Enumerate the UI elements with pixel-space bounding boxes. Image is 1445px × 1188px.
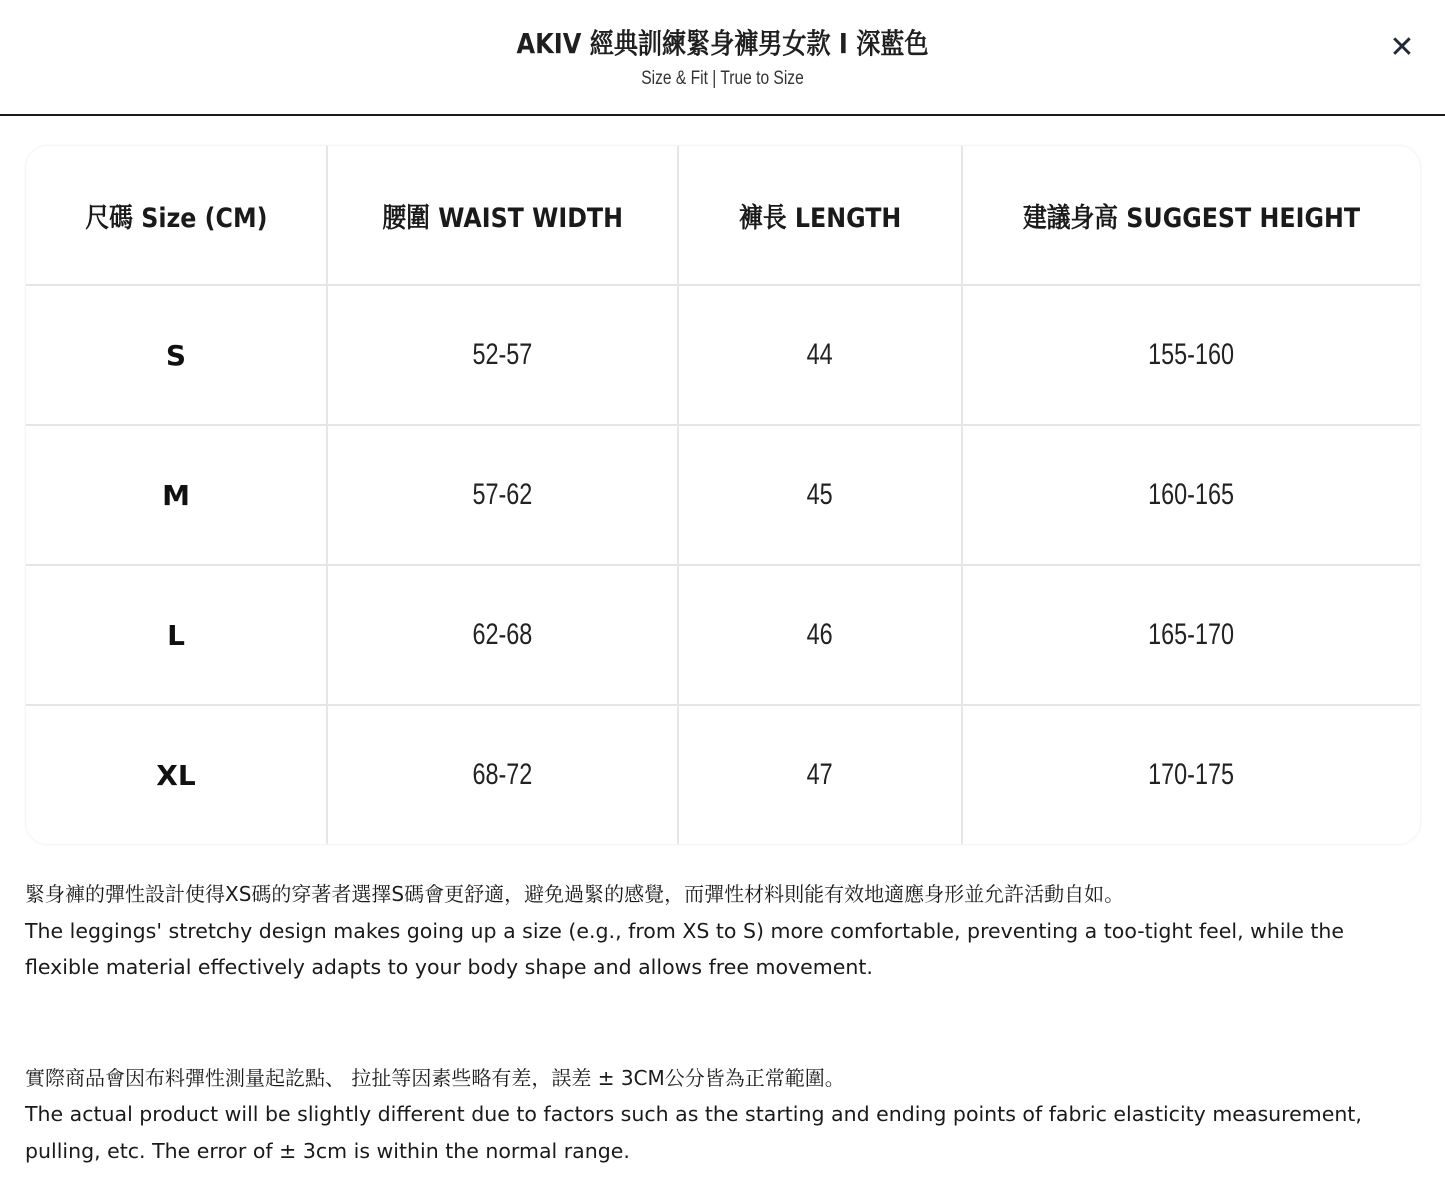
length-cell: 46 bbox=[678, 565, 962, 705]
height-cell: 160-165 bbox=[962, 425, 1420, 565]
column-header-waist: 腰圍 WAIST WIDTH bbox=[327, 146, 678, 285]
size-cell: XL bbox=[26, 705, 327, 844]
waist-cell: 68-72 bbox=[327, 705, 678, 844]
waist-cell: 52-57 bbox=[327, 285, 678, 425]
column-header-size: 尺碼 Size (CM) bbox=[26, 146, 327, 285]
size-chart-table bbox=[26, 146, 1420, 844]
length-cell: 45 bbox=[678, 425, 962, 565]
waist-cell: 62-68 bbox=[327, 565, 678, 705]
size-cell: L bbox=[26, 565, 327, 705]
table-row bbox=[26, 565, 1420, 705]
error-note-en: The actual product will be slightly different due to factors such as the starting and ending points of fabric elasticity measurement, pulling, etc. The error of ± 3cm is within the normal range. bbox=[25, 1102, 1362, 1163]
modal-header bbox=[0, 0, 1445, 116]
size-chart-card bbox=[26, 146, 1420, 844]
table-row bbox=[26, 285, 1420, 425]
height-cell: 155-160 bbox=[962, 285, 1420, 425]
length-cell: 47 bbox=[678, 705, 962, 844]
size-cell: M bbox=[26, 425, 327, 565]
height-cell: 165-170 bbox=[962, 565, 1420, 705]
table-header-row bbox=[26, 146, 1420, 285]
waist-cell: 57-62 bbox=[327, 425, 678, 565]
table-row bbox=[26, 425, 1420, 565]
modal-subtitle: Size & Fit | True to Size bbox=[641, 68, 804, 89]
close-icon[interactable]: ✕ bbox=[1389, 29, 1415, 65]
column-header-length: 褲長 LENGTH bbox=[678, 146, 962, 285]
height-cell: 170-175 bbox=[1148, 758, 1235, 791]
close-button[interactable] bbox=[1383, 28, 1421, 66]
error-note-zh: 實際商品會因布料彈性測量起訖點、 拉扯等因素些略有差，誤差 ± 3CM公分皆為正常範圍。 bbox=[25, 1065, 845, 1090]
stretch-note-zh: 緊身褲的彈性設計使得XS碼的穿著者選擇S碼會更舒適，避免過緊的感覺，而彈性材料則能有效地適應身形並允許活動自如。 bbox=[25, 882, 1125, 906]
table-row bbox=[26, 705, 1420, 844]
modal-title: AKIV 經典訓練緊身褲男女款 I 深藍色 bbox=[516, 27, 929, 60]
column-header-height: 建議身高 SUGGEST HEIGHT bbox=[962, 146, 1420, 285]
length-cell: 44 bbox=[678, 285, 962, 425]
size-cell: S bbox=[26, 285, 327, 425]
size-notes bbox=[25, 876, 1420, 1169]
stretch-note-en: The leggings' stretchy design makes going up a size (e.g., from XS to S) more comfortable, preventing a too-tight feel, while the flexible material effectively adapts to your body shape and allows free movement. bbox=[25, 918, 1345, 979]
notes-spacer bbox=[25, 986, 1420, 1060]
